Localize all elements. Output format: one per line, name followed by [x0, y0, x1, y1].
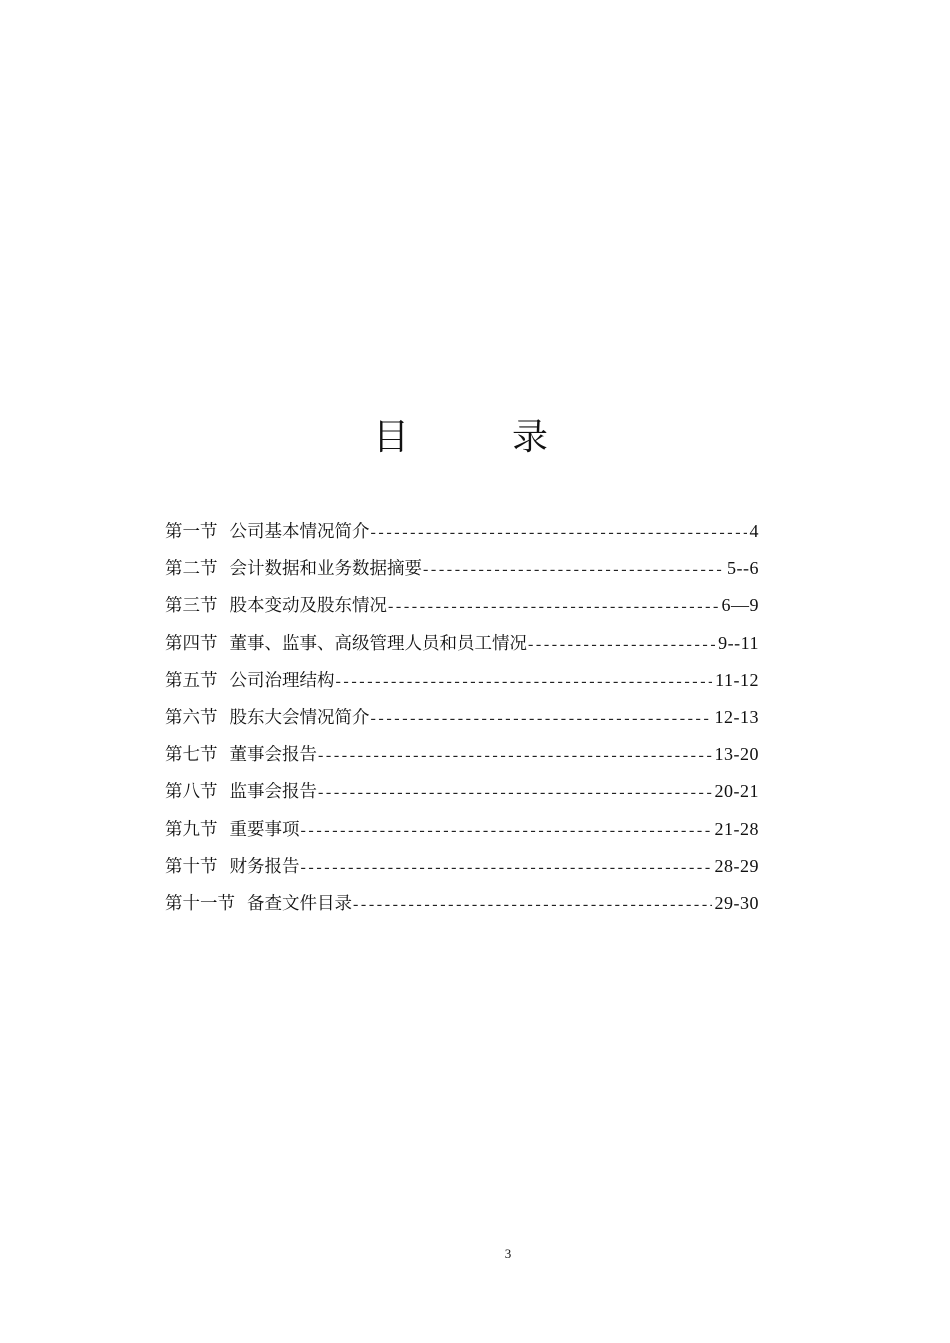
toc-page-range: 13-20 [714, 744, 759, 765]
toc-page-range: 20-21 [714, 781, 759, 802]
toc-entry-11[interactable] [165, 885, 759, 922]
toc-dot-leader [301, 812, 712, 849]
toc-section-number: 第五节 [165, 670, 218, 691]
toc-section-number: 第七节 [165, 745, 218, 766]
toc-entry-1[interactable] [165, 513, 759, 550]
toc-section-title: 公司治理结构 [229, 670, 335, 691]
toc-heading-char-2: 录 [512, 417, 549, 458]
toc-entry-4[interactable] [165, 625, 759, 662]
toc-section-title: 股东大会情况简介 [229, 707, 370, 728]
toc-section-title: 会计数据和业务数据摘要 [229, 559, 422, 580]
toc-heading [0, 412, 950, 468]
toc-section-title: 财务报告 [229, 856, 300, 877]
toc-section-number: 第十节 [165, 856, 218, 877]
toc-entry-6[interactable] [165, 699, 759, 736]
toc-section-title: 股本变动及股东情况 [229, 596, 387, 617]
toc-dot-leader [528, 626, 715, 663]
toc-section-title: 公司基本情况简介 [229, 522, 370, 542]
toc-dot-leader [423, 551, 724, 588]
toc-section-number: 第十一节 [165, 893, 235, 914]
page-number: 3 [504, 1246, 512, 1261]
toc-section-number: 第八节 [165, 782, 218, 803]
toc-section-title: 董事、监事、高级管理人员和员工情况 [229, 633, 527, 654]
toc-section-title: 董事会报告 [229, 745, 317, 766]
toc-section-title: 监事会报告 [229, 782, 317, 803]
table-of-contents [165, 513, 759, 922]
toc-entry-2[interactable] [165, 550, 759, 587]
toc-entry-7[interactable] [165, 736, 759, 773]
toc-dot-leader [388, 588, 719, 625]
toc-section-title: 重要事项 [229, 819, 300, 840]
toc-entry-9[interactable] [165, 811, 759, 848]
toc-page-range: 29-30 [714, 892, 759, 913]
toc-dot-leader [371, 514, 747, 551]
toc-page-range: 6—9 [721, 595, 759, 616]
toc-dot-leader [336, 663, 713, 700]
toc-page-range: 9--11 [718, 632, 759, 653]
toc-entry-10[interactable] [165, 848, 759, 885]
toc-page-range: 12-13 [714, 706, 759, 727]
toc-dot-leader [318, 774, 712, 811]
toc-page-range: 11-12 [715, 669, 759, 690]
toc-dot-leader [371, 700, 712, 737]
toc-heading-char-1: 目 [373, 417, 410, 458]
toc-entry-8[interactable] [165, 773, 759, 810]
toc-dot-leader [301, 849, 712, 886]
toc-section-number: 第一节 [165, 522, 218, 542]
toc-page-range: 5--6 [727, 558, 759, 579]
toc-dot-leader [353, 886, 712, 923]
toc-section-number: 第二节 [165, 559, 218, 580]
toc-entry-5[interactable] [165, 662, 759, 699]
toc-dot-leader [318, 737, 712, 774]
toc-section-title: 备查文件目录 [247, 893, 352, 914]
toc-entry-3[interactable] [165, 587, 759, 624]
toc-page-range: 4 [749, 521, 759, 541]
toc-section-number: 第六节 [165, 707, 218, 728]
toc-page-range: 21-28 [714, 818, 759, 839]
toc-section-number: 第四节 [165, 633, 218, 654]
toc-page-range: 28-29 [714, 855, 759, 876]
toc-section-number: 第三节 [165, 596, 218, 617]
toc-section-number: 第九节 [165, 819, 218, 840]
